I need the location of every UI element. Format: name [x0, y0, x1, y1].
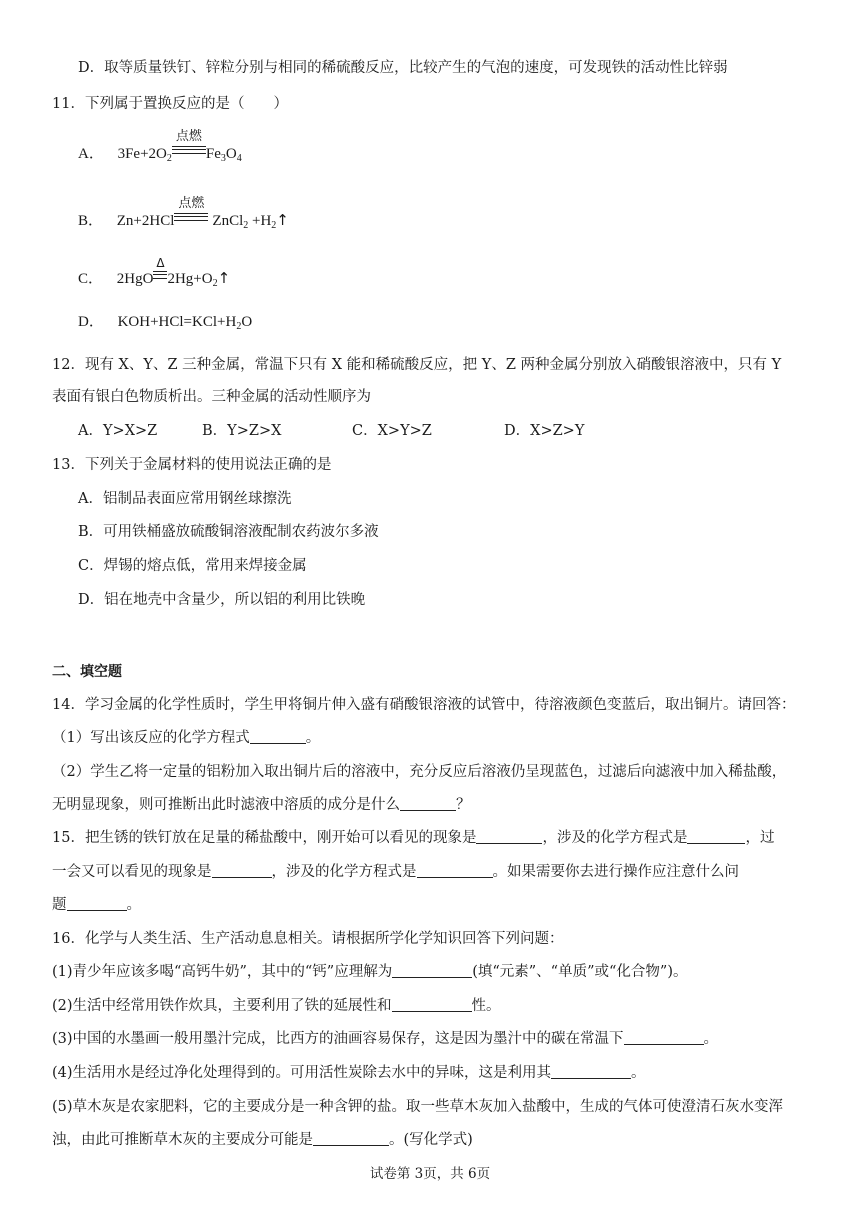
- q14-stem: 14．学习金属的化学性质时，学生甲将铜片伸入盛有硝酸银溶液的试管中，待溶液颜色变蓝后，取出铜片。请回答：: [52, 697, 796, 713]
- q15-line1: 15．把生锈的铁钉放在足量的稀盐酸中，刚开始可以看见的现象是 ，涉及的化学方程式是 ，过: [52, 830, 775, 846]
- answer-blank[interactable]: [687, 828, 745, 844]
- heat-condition: Δ: [153, 269, 167, 289]
- q15-line3: 题 。: [52, 897, 141, 913]
- q15-line2: 一会又可以看见的现象是 ，涉及的化学方程式是 。如果需要你去进行操作应注意什么问: [52, 864, 739, 880]
- answer-blank[interactable]: [551, 1063, 631, 1079]
- q12-option-b: B．Y>Z>X: [202, 423, 282, 439]
- equals-sign: [174, 213, 208, 221]
- q13-option-c: C．焊锡的熔点低，常用来焊接金属: [78, 558, 307, 574]
- equals-sign: [153, 271, 167, 279]
- option-label: B．: [78, 213, 104, 229]
- q16-item1: (1)青少年应该多喝“高钙牛奶”，其中的“钙”应理解为 (填“元素”、“单质”或“化合物”)。: [52, 964, 688, 980]
- q14-part2-line1: （2）学生乙将一定量的铝粉加入取出铜片后的溶液中，充分反应后溶液仍呈现蓝色，过滤后向滤液中加入稀盐酸，: [52, 764, 787, 780]
- q13-option-b: B．可用铁桶盛放硫酸铜溶液配制农药波尔多液: [78, 524, 379, 540]
- q12-option-a: A．Y>X>Z: [78, 423, 158, 439]
- q12-line1: 12．现有 X、Y、Z 三种金属，常温下只有 X 能和稀硫酸反应，把 Y、Z 两种金属分别放入硝酸银溶液中，只有 Y: [52, 357, 782, 373]
- q13-option-d: D．铝在地壳中含量少，所以铝的利用比铁晚: [78, 592, 366, 608]
- q11-option-d: D． $KOH+HCl=KCl+H_2O$: [78, 314, 253, 332]
- gas-arrow-icon: ↑: [217, 269, 231, 287]
- q14-part2-line2: 无明显现象，则可推断出此时滤液中溶质的成分是什么 ？: [52, 797, 471, 813]
- q14-part1: （1）写出该反应的化学方程式 。: [52, 730, 321, 746]
- equals-sign: [172, 146, 206, 154]
- ignite-condition: 点燃: [174, 211, 208, 231]
- q10-option-d: D．取等质量铁钉、锌粒分别与相同的稀硫酸反应，比较产生的气泡的速度，可发现铁的活动性比锌弱: [78, 60, 728, 76]
- answer-blank[interactable]: [392, 996, 472, 1012]
- q11-option-c: C． 2HgO Δ $2Hg+O_2↑$: [78, 256, 231, 289]
- answer-blank[interactable]: [392, 962, 472, 978]
- option-label: C．: [78, 271, 104, 287]
- q16-item5-line2: 浊，由此可推断草木灰的主要成分可能是 。(写化学式): [52, 1132, 473, 1148]
- q13-stem: 13．下列关于金属材料的使用说法正确的是: [52, 457, 332, 473]
- q11-option-a: A． $3Fe+2O_2$ 点燃 $Fe_3O_4$: [78, 129, 242, 164]
- answer-blank[interactable]: [250, 728, 306, 744]
- q13-option-a: A．铝制品表面应常用钢丝球擦洗: [78, 491, 292, 507]
- answer-blank[interactable]: [212, 862, 272, 878]
- q16-item2: (2)生活中经常用铁作炊具，主要利用了铁的延展性和 性。: [52, 998, 501, 1014]
- page-footer: 试卷第 3页，共 6页: [369, 1166, 491, 1182]
- q11-option-b: B． Zn+2HCl 点燃 ZnCl$_2$ $+H_2↑$: [78, 196, 289, 231]
- q16-item3: (3)中国的水墨画一般用墨汁完成，比西方的油画容易保存，这是因为墨汁中的碳在常温下 。: [52, 1031, 719, 1047]
- answer-blank[interactable]: [476, 828, 542, 844]
- ignite-condition: 点燃: [172, 144, 206, 164]
- answer-blank[interactable]: [417, 862, 493, 878]
- q11-stem: 11．下列属于置换反应的是（ ）: [52, 96, 288, 112]
- q16-item4: (4)生活用水是经过净化处理得到的。可用活性炭除去水中的异味，这是利用其 。: [52, 1065, 646, 1081]
- q16-stem: 16．化学与人类生活、生产活动息息相关。请根据所学化学知识回答下列问题：: [52, 931, 564, 947]
- answer-blank[interactable]: [67, 895, 127, 911]
- q12-option-c: C．X>Y>Z: [352, 423, 432, 439]
- q12-option-d: D．X>Z>Y: [504, 423, 585, 439]
- section-title: 二、填空题: [52, 664, 122, 680]
- answer-blank[interactable]: [313, 1130, 389, 1146]
- q12-line2: 表面有银白色物质析出。三种金属的活动性顺序为: [52, 389, 371, 405]
- option-label: A．: [78, 146, 104, 162]
- q16-item5-line1: (5)草木灰是农家肥料，它的主要成分是一种含钾的盐。取一些草木灰加入盐酸中，生成的气体可使澄清石灰水变浑: [52, 1099, 784, 1115]
- answer-blank[interactable]: [400, 795, 456, 811]
- option-label: D．: [78, 314, 104, 330]
- answer-blank[interactable]: [624, 1029, 704, 1045]
- gas-arrow-icon: ↑: [276, 211, 289, 229]
